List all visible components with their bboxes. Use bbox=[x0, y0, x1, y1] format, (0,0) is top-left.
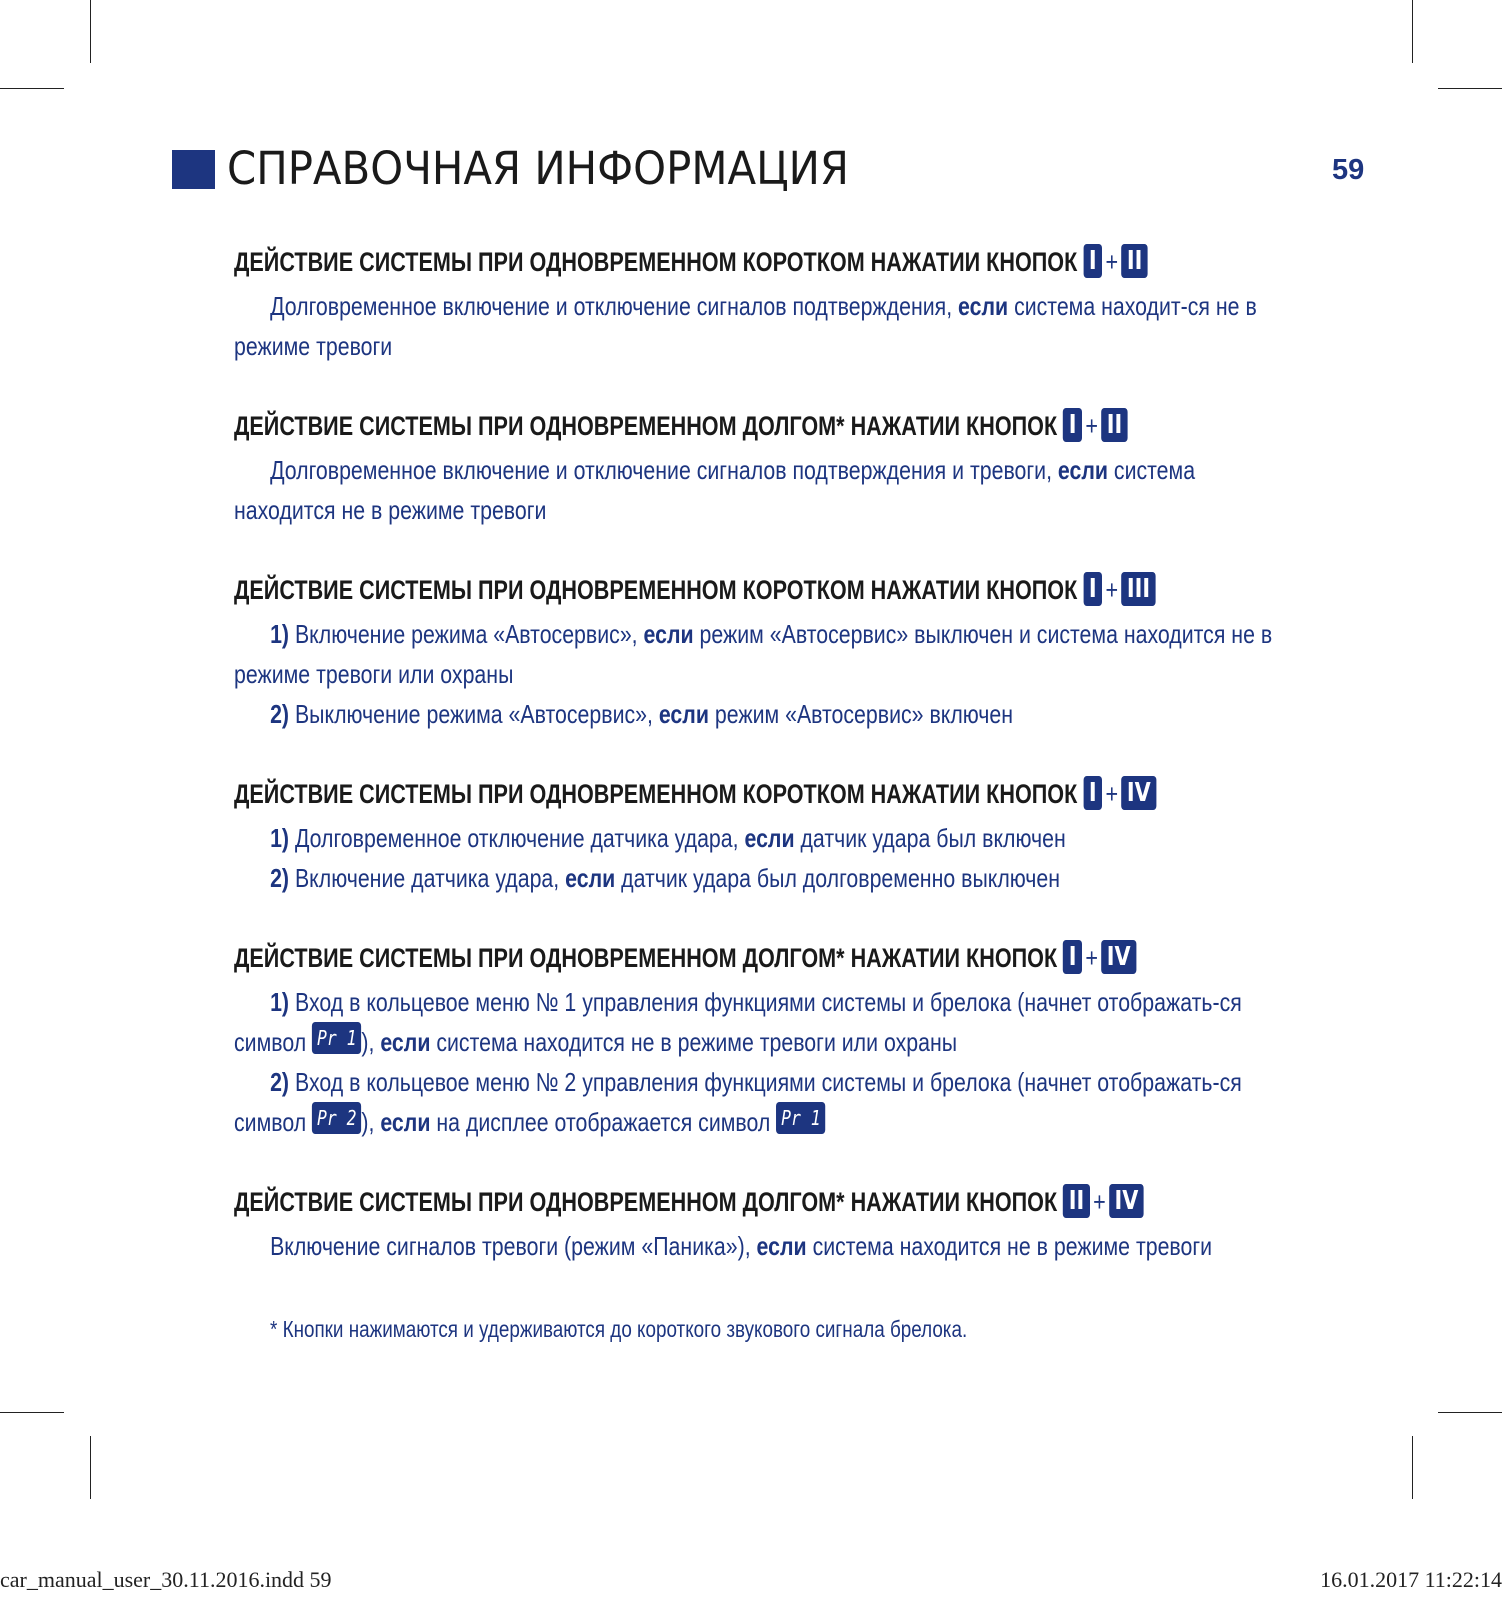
plus-sign: + bbox=[1105, 575, 1119, 605]
if-keyword: если bbox=[756, 1231, 807, 1261]
paragraph bbox=[234, 818, 1300, 858]
button-icon: II bbox=[1101, 408, 1128, 442]
text: Долговременное включение и отключение сигналов подтверждения и тревоги, bbox=[270, 455, 1058, 485]
print-slug-filename: car_manual_user_30.11.2016.indd 59 bbox=[0, 1567, 332, 1592]
if-keyword: если bbox=[658, 699, 709, 729]
text: Включение режима «Автосервис», bbox=[289, 619, 644, 649]
text: система находится не в режиме тревоги bbox=[234, 455, 1196, 525]
item-number: 2) bbox=[270, 1067, 290, 1097]
print-slug-timestamp: 16.01.2017 11:22:14 bbox=[1320, 1567, 1502, 1592]
button-icon: I bbox=[1063, 408, 1082, 442]
button-icon: I bbox=[1083, 776, 1102, 810]
text: режим «Автосервис» выключен и система находится не в режиме тревоги или охраны bbox=[234, 619, 1273, 689]
if-keyword: если bbox=[565, 863, 616, 893]
paragraph bbox=[234, 694, 1300, 734]
display-symbol-icon: Pr 1 bbox=[312, 1022, 361, 1054]
button-icon: IV bbox=[1109, 1184, 1144, 1218]
button-icon: I bbox=[1083, 572, 1102, 606]
plus-sign: + bbox=[1085, 943, 1098, 973]
section-heading bbox=[234, 934, 1131, 982]
button-icon: I bbox=[1083, 244, 1102, 278]
button-icon: III bbox=[1121, 572, 1155, 606]
button-icon: II bbox=[1063, 1184, 1090, 1218]
item-number: 2) bbox=[270, 863, 290, 893]
paragraph bbox=[234, 1226, 1300, 1266]
paragraph bbox=[234, 450, 1300, 530]
item-number: 1) bbox=[270, 987, 290, 1017]
section-heading bbox=[234, 770, 1151, 818]
crop-mark bbox=[1438, 88, 1502, 89]
text: Включение датчика удара, bbox=[289, 863, 566, 893]
item-number: 2) bbox=[270, 699, 290, 729]
text: Включение сигналов тревоги (режим «Паника»), bbox=[270, 1231, 757, 1261]
crop-mark bbox=[0, 88, 64, 89]
crop-mark bbox=[1412, 1436, 1413, 1499]
crop-mark bbox=[0, 1412, 64, 1413]
heading-text: ДЕЙСТВИЕ СИСТЕМЫ ПРИ ОДНОВРЕМЕННОМ КОРОТКОМ НАЖАТИИ КНОПОК bbox=[234, 247, 1078, 277]
content bbox=[234, 238, 1300, 1302]
crop-mark bbox=[1412, 0, 1413, 63]
section-heading bbox=[234, 566, 1151, 614]
text: датчик удара был долговременно выключен bbox=[615, 863, 1061, 893]
paragraph bbox=[234, 614, 1300, 694]
button-icon: IV bbox=[1121, 776, 1156, 810]
display-symbol-icon: Pr 2 bbox=[312, 1102, 361, 1134]
section bbox=[234, 402, 1300, 530]
text: система находится не в режиме тревоги или охраны bbox=[430, 1027, 958, 1057]
text: Долговременное включение и отключение сигналов подтверждения, bbox=[270, 291, 959, 321]
button-icon: II bbox=[1121, 244, 1148, 278]
crop-mark bbox=[1438, 1412, 1502, 1413]
text: ), bbox=[361, 1027, 381, 1057]
section bbox=[234, 770, 1300, 898]
paragraph bbox=[234, 982, 1300, 1062]
item-number: 1) bbox=[270, 619, 290, 649]
section bbox=[234, 238, 1300, 366]
section-heading bbox=[234, 1178, 1139, 1226]
paragraph bbox=[234, 1062, 1300, 1142]
button-icon: IV bbox=[1101, 940, 1136, 974]
text: Долговременное отключение датчика удара, bbox=[289, 823, 745, 853]
text: ), bbox=[361, 1107, 381, 1137]
page-number: 59 bbox=[1332, 154, 1365, 186]
heading-text: ДЕЙСТВИЕ СИСТЕМЫ ПРИ ОДНОВРЕМЕННОМ КОРОТКОМ НАЖАТИИ КНОПОК bbox=[234, 575, 1078, 605]
text: система находит-ся не в режиме тревоги bbox=[234, 291, 1257, 361]
text: Выключение режима «Автосервис», bbox=[289, 699, 659, 729]
heading-text: ДЕЙСТВИЕ СИСТЕМЫ ПРИ ОДНОВРЕМЕННОМ КОРОТКОМ НАЖАТИИ КНОПОК bbox=[234, 779, 1078, 809]
text: Вход в кольцевое меню № 1 управления функциями системы и брелока (начнет отображать-ся символ bbox=[234, 987, 1242, 1057]
if-keyword: если bbox=[380, 1107, 431, 1137]
crop-mark bbox=[90, 0, 91, 63]
plus-sign: + bbox=[1085, 411, 1098, 441]
paragraph bbox=[234, 286, 1300, 366]
section bbox=[234, 566, 1300, 734]
plus-sign: + bbox=[1105, 247, 1119, 277]
text: система находится не в режиме тревоги bbox=[806, 1231, 1213, 1261]
text: режим «Автосервис» включен bbox=[708, 699, 1014, 729]
item-number: 1) bbox=[270, 823, 290, 853]
page-title: СПРАВОЧНАЯ ИНФОРМАЦИЯ bbox=[227, 142, 849, 195]
text: на дисплее отображается символ bbox=[430, 1107, 777, 1137]
footnote: * Кнопки нажимаются и удерживаются до короткого звукового сигнала брелока. bbox=[270, 1316, 968, 1342]
if-keyword: если bbox=[958, 291, 1009, 321]
heading-text: ДЕЙСТВИЕ СИСТЕМЫ ПРИ ОДНОВРЕМЕННОМ ДОЛГОМ* НАЖАТИИ КНОПОК bbox=[234, 943, 1058, 973]
crop-mark bbox=[90, 1436, 91, 1499]
button-icon: I bbox=[1063, 940, 1082, 974]
if-keyword: если bbox=[643, 619, 694, 649]
section bbox=[234, 1178, 1300, 1266]
paragraph bbox=[234, 858, 1300, 898]
plus-sign: + bbox=[1105, 779, 1119, 809]
if-keyword: если bbox=[1057, 455, 1109, 485]
section-heading bbox=[234, 238, 1143, 286]
header-marker bbox=[172, 150, 215, 189]
plus-sign: + bbox=[1093, 1187, 1106, 1217]
if-keyword: если bbox=[744, 823, 795, 853]
heading-text: ДЕЙСТВИЕ СИСТЕМЫ ПРИ ОДНОВРЕМЕННОМ ДОЛГОМ* НАЖАТИИ КНОПОК bbox=[234, 411, 1058, 441]
section bbox=[234, 934, 1300, 1142]
if-keyword: если bbox=[380, 1027, 431, 1057]
text: Вход в кольцевое меню № 2 управления функциями системы и брелока (начнет отображать-ся символ bbox=[234, 1067, 1242, 1137]
heading-text: ДЕЙСТВИЕ СИСТЕМЫ ПРИ ОДНОВРЕМЕННОМ ДОЛГОМ* НАЖАТИИ КНОПОК bbox=[234, 1187, 1058, 1217]
text: датчик удара был включен bbox=[794, 823, 1066, 853]
section-heading bbox=[234, 402, 1123, 450]
display-symbol-icon: Pr 1 bbox=[776, 1102, 825, 1134]
